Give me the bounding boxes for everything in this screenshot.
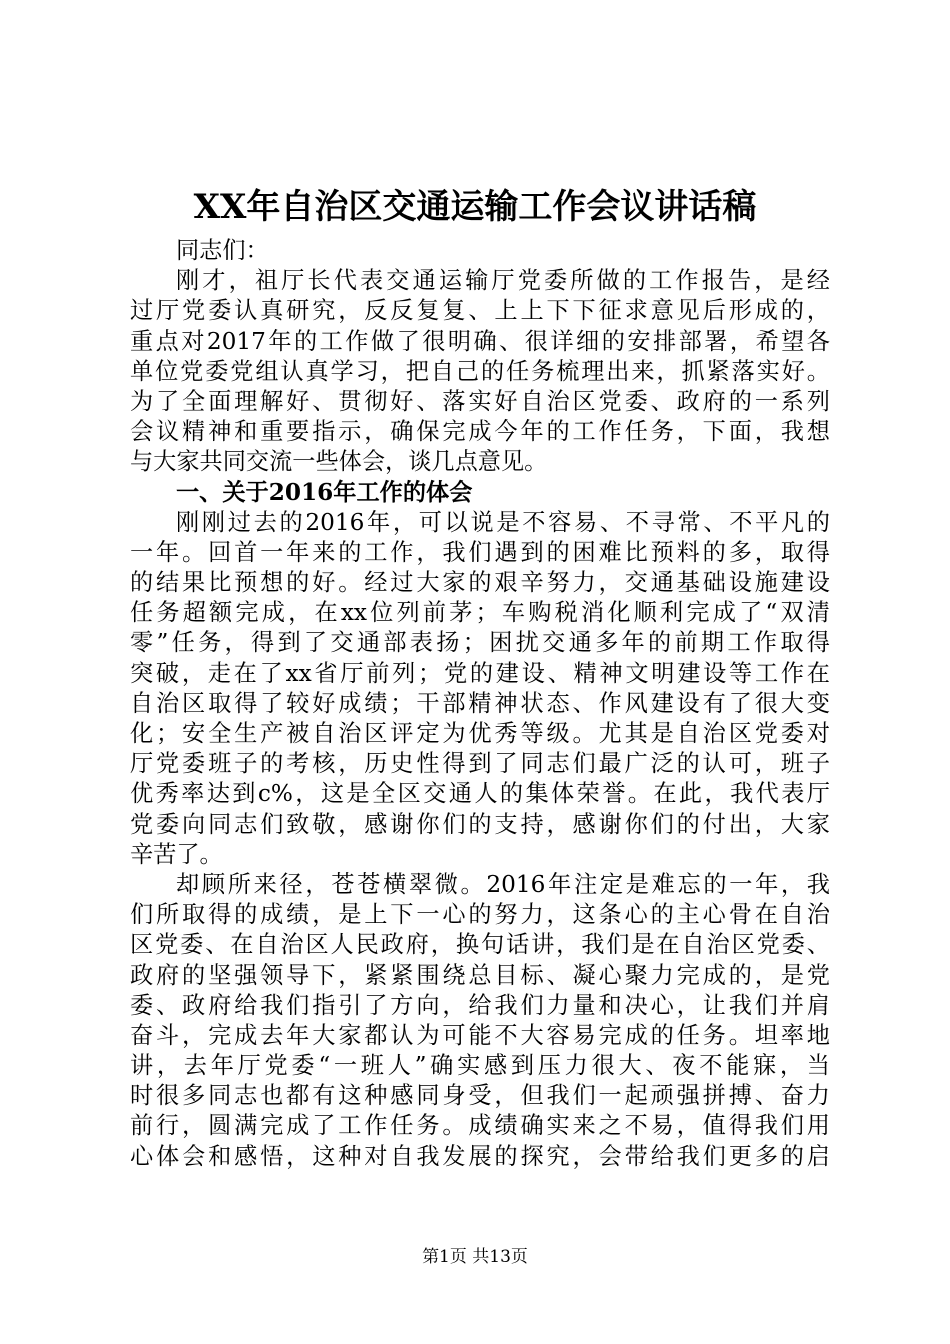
text-line: 会议精神和重要指示，确保完成今年的工作任务，下面，我想 <box>130 418 830 446</box>
text-line: 时很多同志也都有这种感同身受，但我们一起顽强拼搏、奋力 <box>130 1082 830 1110</box>
text-line: 心体会和感悟，这种对自我发展的探究，会带给我们更多的启 <box>130 1142 830 1170</box>
section-heading: 一、关于2016年工作的体会 <box>176 478 473 506</box>
text-line: 们所取得的成绩，是上下一心的努力，这条心的主心骨在自治 <box>130 901 830 929</box>
text-line: 的结果比预想的好。经过大家的艰辛努力，交通基础设施建设 <box>130 569 830 597</box>
text-line: 一年。回首一年来的工作，我们遇到的困难比预料的多，取得 <box>130 538 830 566</box>
text-line: 同志们： <box>176 237 269 264</box>
text-line: 政府的坚强领导下，紧紧围绕总目标、凝心聚力完成的，是党 <box>130 961 830 989</box>
text-line: 零”任务，得到了交通部表扬；困扰交通多年的前期工作取得 <box>130 629 830 657</box>
text-line: 突破，走在了xx省厅前列；党的建设、精神文明建设等工作在 <box>130 659 830 687</box>
text-line: 党委向同志们致敬，感谢你们的支持，感谢你们的付出，大家 <box>130 810 830 838</box>
text-line: 与大家共同交流一些体会，谈几点意见。 <box>130 448 548 476</box>
text-line: 为了全面理解好、贯彻好、落实好自治区党委、政府的一系列 <box>130 387 830 415</box>
text-line: 辛苦了。 <box>130 840 223 868</box>
document-body <box>130 236 830 1172</box>
text-line: 自治区取得了较好成绩；干部精神状态、作风建设有了很大变 <box>130 689 830 717</box>
text-line: 刚刚过去的2016年，可以说是不容易、不寻常、不平凡的 <box>176 508 830 536</box>
text-line: 却顾所来径，苍苍横翠微。2016年注定是难忘的一年，我 <box>176 870 830 898</box>
text-line: 委、政府给我们指引了方向，给我们力量和决心，让我们并肩 <box>130 991 830 1019</box>
text-line: 单位党委党组认真学习，把自己的任务梳理出来，抓紧落实好。 <box>130 357 830 385</box>
text-line: 任务超额完成，在xx位列前茅；车购税消化顺利完成了“双清 <box>130 599 830 627</box>
page-number-footer: 第1页 共13页 <box>422 1247 528 1267</box>
text-line: 区党委、在自治区人民政府，换句话讲，我们是在自治区党委、 <box>130 931 830 959</box>
text-line: 讲，去年厅党委“一班人”确实感到压力很大、夜不能寐，当 <box>130 1052 830 1080</box>
text-line: 化；安全生产被自治区评定为优秀等级。尤其是自治区党委对 <box>130 720 830 747</box>
text-line: 奋斗，完成去年大家都认为可能不大容易完成的任务。坦率地 <box>130 1021 830 1049</box>
text-line: 重点对2017年的工作做了很明确、很详细的安排部署，希望各 <box>130 327 830 355</box>
text-line: 过厅党委认真研究，反反复复、上上下下征求意见后形成的， <box>130 297 830 325</box>
text-line: 优秀率达到c%，这是全区交通人的集体荣誉。在此，我代表厅 <box>130 780 830 808</box>
text-line: 前行，圆满完成了工作任务。成绩确实来之不易，值得我们用 <box>130 1112 830 1140</box>
text-line: 刚才，祖厅长代表交通运输厅党委所做的工作报告，是经 <box>176 267 830 295</box>
text-line: 厅党委班子的考核，历史性得到了同志们最广泛的认可，班子 <box>130 750 830 778</box>
document-title: XX年自治区交通运输工作会议讲话稿 <box>193 187 757 227</box>
